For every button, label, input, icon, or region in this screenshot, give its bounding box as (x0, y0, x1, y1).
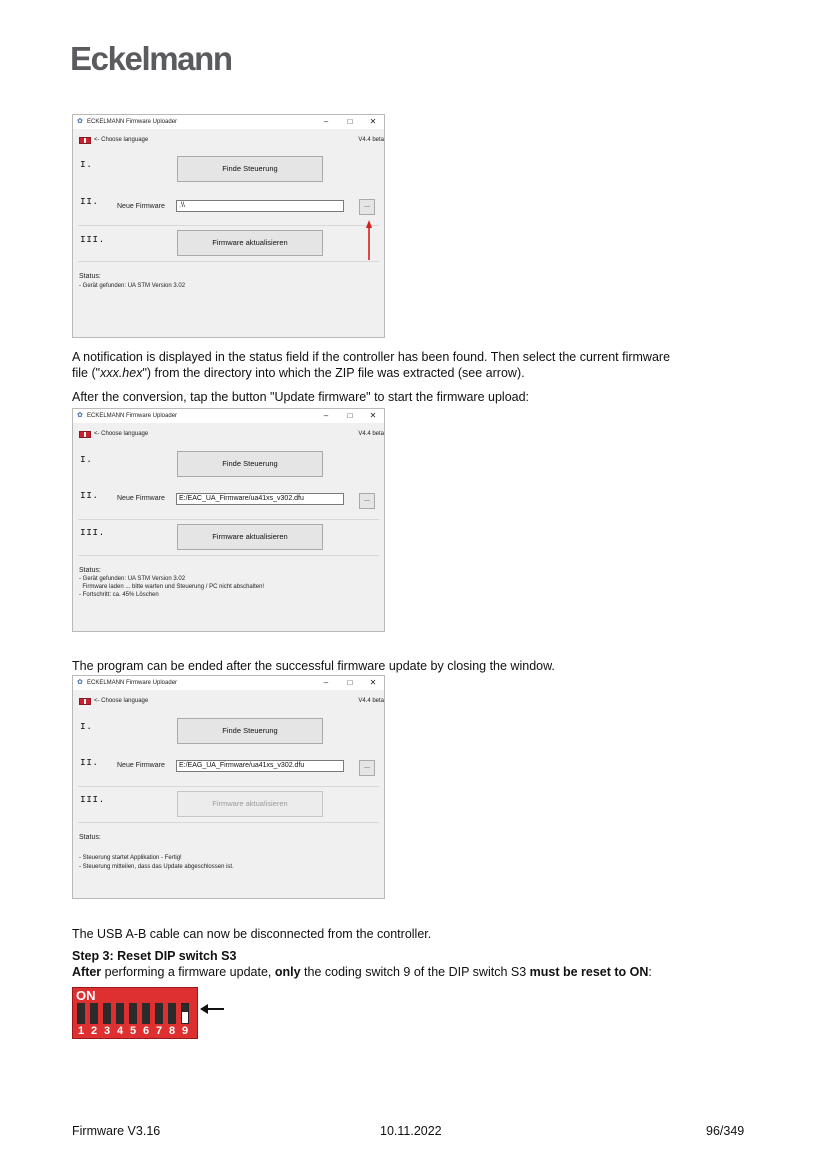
divider (78, 555, 379, 556)
dip-number: 3 (103, 1025, 111, 1037)
dip-number: 8 (168, 1025, 176, 1037)
step-3-heading: Step 3: Reset DIP switch S3 (72, 949, 237, 963)
app-icon: ✿ (77, 412, 83, 419)
app-icon: ✿ (77, 118, 83, 125)
filename-example: xxx.hex (100, 366, 143, 380)
maximize-button[interactable]: □ (347, 411, 353, 420)
dip-switch-3 (103, 1003, 111, 1024)
status-line: Firmware laden ... bitte warten und Steuerung / PC nicht abschalten! (79, 584, 265, 590)
update-firmware-button[interactable]: Firmware aktualisieren (177, 791, 323, 817)
paragraph-close-window: The program can be ended after the successful firmware update by closing the window. (72, 659, 555, 673)
step-2-label: II. (80, 490, 99, 501)
version-label: V4.4 beta (358, 137, 384, 143)
status-label: Status: (79, 567, 101, 574)
firmware-uploader-window-2 (72, 408, 385, 632)
dip-switch-6 (142, 1003, 150, 1024)
status-line: - Gerät gefunden: UA STM Version 3.02 (79, 576, 186, 582)
find-controller-button[interactable]: Finde Steuerung (177, 451, 323, 477)
dip-number: 1 (77, 1025, 85, 1037)
dip-switch-5 (129, 1003, 137, 1024)
step-1-label: I. (80, 721, 93, 732)
new-firmware-label: Neue Firmware (117, 203, 165, 210)
language-flag-icon[interactable] (79, 698, 91, 705)
window-title: ECKELMANN Firmware Uploader (87, 680, 178, 686)
dip-on-label: ON (76, 988, 96, 1003)
dip-switch-7 (155, 1003, 163, 1024)
find-controller-button[interactable]: Finde Steuerung (177, 156, 323, 182)
dip-switch-1 (77, 1003, 85, 1024)
step-1-label: I. (80, 159, 93, 170)
paragraph-disconnect-cable: The USB A-B cable can now be disconnected from the controller. (72, 927, 432, 941)
status-line: - Steuerung startet Applikation - Fertig! (79, 855, 182, 861)
step-2-label: II. (80, 757, 99, 768)
step-3-label: III. (80, 794, 105, 805)
version-label: V4.4 beta (358, 698, 384, 704)
step-2-label: II. (80, 196, 99, 207)
update-firmware-button[interactable]: Firmware aktualisieren (177, 524, 323, 550)
close-button[interactable]: ✕ (369, 411, 377, 420)
minimize-button[interactable]: – (323, 411, 329, 420)
close-button[interactable]: ✕ (369, 117, 377, 126)
find-controller-button[interactable]: Finde Steuerung (177, 718, 323, 744)
status-label: Status: (79, 273, 101, 280)
update-firmware-button[interactable]: Firmware aktualisieren (177, 230, 323, 256)
divider (78, 519, 379, 520)
firmware-path-input[interactable]: E:/EAG_UA_Firmware/ua41xs_v302.dfu (176, 760, 344, 772)
status-line: - Steuerung mitteilen, dass das Update abgeschlossen ist. (79, 864, 234, 870)
pointer-arrow-icon (200, 1003, 224, 1015)
close-button[interactable]: ✕ (369, 678, 377, 687)
choose-language-label: <- Choose language (94, 431, 149, 437)
divider (78, 261, 379, 262)
dip-number: 5 (129, 1025, 137, 1037)
dip-number: 7 (155, 1025, 163, 1037)
firmware-path-input[interactable]: .\\ (176, 200, 344, 212)
browse-button[interactable]: ... (359, 493, 375, 509)
window-title: ECKELMANN Firmware Uploader (87, 413, 178, 419)
dip-switch-4 (116, 1003, 124, 1024)
divider (78, 225, 379, 226)
status-line: - Gerät gefunden: UA STM Version 3.02 (79, 283, 186, 289)
title-bar (73, 676, 384, 690)
firmware-uploader-window-1 (72, 114, 385, 338)
status-line: - Fortschritt: ca. 45% Löschen (79, 592, 159, 598)
step-3-label: III. (80, 234, 105, 245)
red-arrow-icon (366, 220, 372, 260)
dip-number: 6 (142, 1025, 150, 1037)
dip-switch-2 (90, 1003, 98, 1024)
status-label: Status: (79, 834, 101, 841)
language-flag-icon[interactable] (79, 431, 91, 438)
dip-number: 4 (116, 1025, 124, 1037)
paragraph-notification-1: A notification is displayed in the status field if the controller has been found. Then select the current firmware (72, 350, 671, 364)
choose-language-label: <- Choose language (94, 137, 149, 143)
paragraph-notification-2: file ("xxx.hex") from the directory into which the ZIP file was extracted (see arrow). (72, 366, 525, 380)
step-3-label: III. (80, 527, 105, 538)
new-firmware-label: Neue Firmware (117, 495, 165, 502)
window-title: ECKELMANN Firmware Uploader (87, 119, 178, 125)
new-firmware-label: Neue Firmware (117, 762, 165, 769)
firmware-path-input[interactable]: E:/EAC_UA_Firmware/ua41xs_v302.dfu (176, 493, 344, 505)
firmware-uploader-window-3 (72, 675, 385, 899)
choose-language-label: <- Choose language (94, 698, 149, 704)
dip-number: 2 (90, 1025, 98, 1037)
browse-button[interactable]: ... (359, 199, 375, 215)
footer-firmware-version: Firmware V3.16 (72, 1124, 161, 1138)
divider (78, 822, 379, 823)
dip-switch-s3 (72, 987, 198, 1039)
step-1-label: I. (80, 454, 93, 465)
paragraph-dip-instruction: After performing a firmware update, only the coding switch 9 of the DIP switch S3 must be reset to ON: (72, 965, 652, 979)
app-icon: ✿ (77, 679, 83, 686)
dip-switch-8 (168, 1003, 176, 1024)
version-label: V4.4 beta (358, 431, 384, 437)
footer-date: 10.11.2022 (380, 1124, 442, 1138)
paragraph-update-instruction: After the conversion, tap the button "Update firmware" to start the firmware upload: (72, 390, 530, 404)
language-flag-icon[interactable] (79, 137, 91, 144)
title-bar (73, 115, 384, 129)
eckelmann-logo: Eckelmann (70, 40, 232, 77)
title-bar (73, 409, 384, 423)
minimize-button[interactable]: – (323, 678, 329, 687)
dip-number: 9 (181, 1025, 189, 1037)
maximize-button[interactable]: □ (347, 117, 353, 126)
footer-page-number: 96/349 (706, 1124, 745, 1138)
maximize-button[interactable]: □ (347, 678, 353, 687)
minimize-button[interactable]: – (323, 117, 329, 126)
divider (78, 786, 379, 787)
browse-button[interactable]: ... (359, 760, 375, 776)
dip-switch-9 (181, 1003, 189, 1024)
